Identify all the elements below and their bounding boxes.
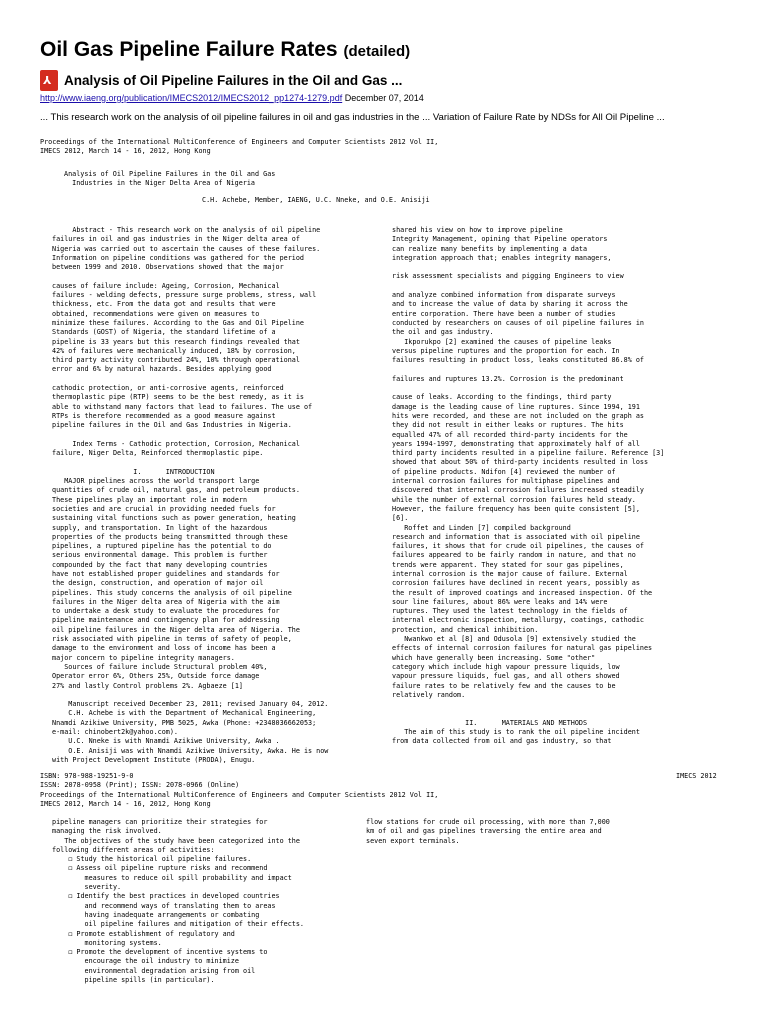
page2-right-column: flow stations for crude oil processing, with more than 7,000 km of oil and gas pipelines traversing the entire area and seven export terminals. [366, 818, 610, 845]
page2-left-column: pipeline managers can prioritize their strategies for managing the risk involved. The objectives of the study have been categorized into the following different areas of activities: ◻ Study the historical oil pipeline failures. ◻ Assess oil pipeline rupture risks and recommend measures to reduce oil spill probability and impact severity. ◻ Identify the best practices in developed countries and recommend ways of translating them to areas having inadequate arrangements or combating oil pipeline failures and mitigation of their effects. ◻ Promote establishment of regulatory and monitoring systems. ◻ Promote the development of incentive systems to encourage the oil industry to minimize environmental degradation arising from oil pipeline spills (in particular). [52, 818, 304, 985]
page1-footer-conference: IMECS 2012 [676, 772, 717, 780]
page-title-main: Oil Gas Pipeline Failure Rates [40, 38, 338, 61]
paper-authors: C.H. Achebe, Member, IAENG, U.C. Nneke, and O.E. Anisiji [202, 196, 430, 204]
page1-footer-isbn: ISBN: 978-988-19251-9-0 ISSN: 2078-0958 (Print); ISSN: 2078-0966 (Online) [40, 772, 240, 790]
page-title-suffix: (detailed) [343, 43, 411, 60]
pdf-icon: ⅄ [40, 70, 58, 91]
paper-title: Analysis of Oil Pipeline Failures in the Oil and Gas Industries in the Niger Delta Area of Nigeria [64, 170, 276, 188]
page2-proceedings-header: Proceedings of the International MultiConference of Engineers and Computer Scientists 2012 Vol II, IMECS 2012, March 14 - 16, 2012, Hong Kong [40, 791, 439, 809]
page1-proceedings-header: Proceedings of the International MultiConference of Engineers and Computer Scientists 2012 Vol II, IMECS 2012, March 14 - 16, 2012, Hong Kong [40, 138, 439, 156]
result-title-link[interactable]: Analysis of Oil Pipeline Failures in the Oil and Gas ... [64, 73, 403, 88]
result-date: December 07, 2014 [344, 93, 424, 103]
page1-right-column: shared his view on how to improve pipeline Integrity Management, opining that Pipeline operators can realize many benefits by implementing a data integration approach that; enables integrity managers, risk assessment specialists and pigging Engineers to view and analyze combined information from disparate surveys and to increase the value of data by sharing it across the entire corporation. There have been a number of studies conducted by researchers on causes of oil pipeline failures in the oil and gas industry. Ikporukpo [2] examined the causes of pipeline leaks versus pipeline ruptures and the proportion for each. In failures resulting in product loss, leaks constituted 86.8% of failures and ruptures 13.2%. Corrosion is the predominant cause of leaks. According to the findings, third party damage is the leading cause of line ruptures. Since 1994, 191 hits were recorded, and these are not included on the graph as they did not result in either leaks or ruptures. The hits equalled 47% of all recorded third-party incidents for the years 1994-1997, demonstrating that approximately half of all third party incidents resulted in a pipeline failure. Reference [3] showed that about 50% of third-party incidents resulted in loss of pipeline products. Ndifon [4] reviewed the number of internal corrosion failures for multiphase pipelines and discovered that internal corrosion failures increased steadily while the number of external corrosion failures held steady. However, the failure frequency has been quite consistent [5], [6]. Roffet and Linden [7] compiled background research and information that is associated with oil pipeline failures, it shows that for crude oil pipelines, the causes of failures appeared to be fairly random in nature, and that no trends were apparent. They stated for sour gas pipelines, internal corrosion is the major cause of failure. External corrosion failures have declined in recent years, possibly as the result of improved coatings and increased inspection. Of the sour line failures, about 86% were leaks and 14% were ruptures. They used the latest technology in the fields of internal electronic inspection, metallurgy, coatings, cathodic protection, and chemical inhibition. Nwankwo et al [8] and Odusola [9] extensively studied the effects of internal corrosion failures for natural gas pipelines which have generally been increasing. Some "other" category which include high vapour pressure liquids, low vapour pressure liquids, fuel gas, and all others showed failure rates to be relatively few and the causes to be relatively random. II. MATERIALS AND METHODS The aim of this study is to rank the oil pipeline incident from data collected from oil and gas industry, so that [392, 226, 665, 746]
result-snippet: ... This research work on the analysis of oil pipeline failures in oil and gas industries in the ... Variation of Failure Rate by NDSs for All Oil Pipeline ... [40, 112, 665, 123]
result-url-link[interactable]: http://www.iaeng.org/publication/IMECS2012/IMECS2012_pp1274-1279.pdf [40, 93, 343, 103]
page-title [40, 38, 410, 62]
result-url-line [40, 93, 424, 103]
page1-left-column: Abstract - This research work on the analysis of oil pipeline failures in oil and gas industries in the Niger delta area of Nigeria was carried out to ascertain the causes of these failures. Information on pipeline conditions was gathered for the period between 1999 and 2010. Observations showed that the major causes of failure include: Ageing, Corrosion, Mechanical failures - welding defects, pressure surge problems, stress, wall thickness, etc. From the data got and results that were obtained, recommendations were given on measures to minimize these failures. According to the Gas and Oil Pipeline Standards (GOST) of Nigeria, the standard lifetime of a pipeline is 33 years but this research findings revealed that 42% of failures were mechanically induced, 18% by corrosion, third party activity contributed 24%, 10% through operational error and 6% by natural hazards. Besides applying good cathodic protection, or anti-corrosive agents, reinforced thermoplastic pipe (RTP) seems to be the best remedy, as it is able to withstand many factors that lead to failures. The use of RTPs is therefore recommended as a good measure against pipeline failures in the Oil and Gas Industries in Nigeria. Index Terms - Cathodic protection, Corrosion, Mechanical failure, Niger Delta, Reinforced thermoplastic pipe. I. INTRODUCTION MAJOR pipelines across the world transport large quantities of crude oil, natural gas, and petroleum products. These pipelines play an important role in modern societies and are crucial in providing needed fuels for sustaining vital functions such as power generation, heating supply, and transportation. In light of the hazardous properties of the products being transmitted through these pipelines, a ruptured pipeline has the potential to do serious environmental damage. This problem is further compounded by the fact that many developing countries have not established proper guidelines and standards for the design, construction, and operation of major oil pipelines. This study concerns the analysis of oil pipeline failures in the Niger delta area of Nigeria with the aim to undertake a desk study to evaluate the procedures for pipeline maintenance and contingency plan for addressing oil pipeline failures in the Niger delta area of Nigeria. The risk associated with pipeline in terms of safety of people, damage to the environment and loss of income has been a major concern to pipeline integrity managers. Sources of failure include Structural problem 40%, Operator error 6%, Others 25%, Outside force damage 27% and lastly Control problems 2%. Agbaeze [1] Manuscript received December 23, 2011; revised January 04, 2012. C.H. Achebe is with the Department of Mechanical Engineering, Nnamdi Azikiwe University, PMB 5025, Awka (Phone: +2348036662053; e-mail: chinobert2k@yahoo.com). U.C. Nneke is with Nnamdi Azikiwe University, Awka . O.E. Anisiji was with Nnamdi Azikiwe University, Awka. He is now with Project Development Institute (PRODA), Enugu. [52, 226, 329, 764]
